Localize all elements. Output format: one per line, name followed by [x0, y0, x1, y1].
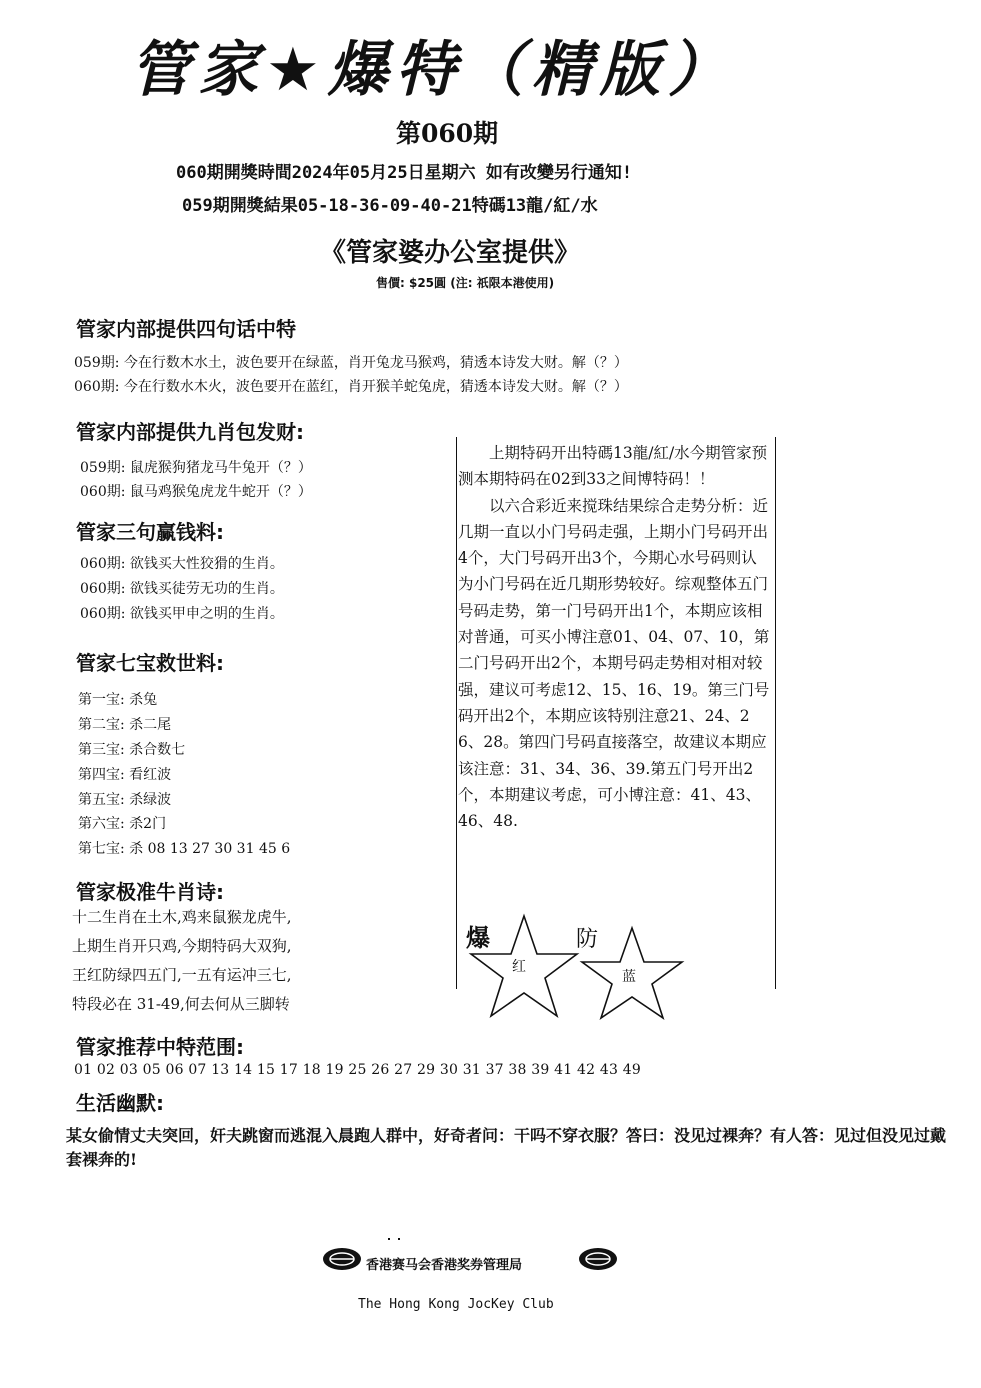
burst-label: 爆 — [466, 923, 490, 952]
price-note: 售價: $25圓 (注: 祇限本港使用) — [376, 276, 555, 290]
footer-organization: 香港赛马会香港奖券管理局 — [366, 1258, 523, 1273]
nine-zodiac-item: 060期: 鼠马鸡猴兔虎龙牛蛇开（？） — [80, 484, 312, 500]
treasure-item: 第三宝: 杀合数七 — [78, 742, 186, 758]
analysis-paragraph: 以六合彩近来搅珠结果综合走势分析：近几期一直以小门号码走强，上期小门号码开出4个，大门号码开出3个，今期心水号码则认为小门号码在近几期形势较好。综观整体五门号码走势，第一门号码开出1个，本期应该相对普通，可买小博注意01、04、07、10，第二门号码开出2个，本期号码走势相对相对较强，建议可考虑12、15、16、19。第三门号码开出2个，本期应该特别注意21、24、26、28。第四门号码直接落空，故建议本期应该注意：31、34、36、39.第五门号开出2个，本期建议考虑，可小博注意：41、43、46、48. — [458, 496, 770, 831]
club-logo-right-icon — [578, 1246, 618, 1272]
humor-heading: 生活幽默: — [76, 1091, 164, 1115]
three-lines-item: 060期: 欲钱买甲申之明的生肖。 — [80, 606, 284, 622]
range-heading: 管家推荐中特范围: — [76, 1035, 244, 1059]
treasure-item: 第六宝: 杀2门 — [78, 816, 167, 832]
page-title: 管家★爆特（精版） — [130, 35, 736, 105]
treasure-item: 第七宝: 杀 08 13 27 30 31 45 6 — [78, 841, 291, 857]
guard-color: 蓝 — [622, 969, 636, 985]
treasure-item: 第四宝: 看红波 — [78, 767, 172, 783]
poem-line: 十二生肖在土木,鸡来鼠猴龙虎牛, — [72, 908, 292, 926]
range-numbers: 01 02 03 05 06 07 13 14 15 17 18 19 25 26 27 29 30 31 37 38 39 41 42 43 49 — [74, 1062, 641, 1078]
four-lines-heading: 管家内部提供四句话中特 — [76, 317, 296, 341]
humor-text: 某女偷情丈夫突回，奸夫跳窗而逃混入晨跑人群中，好奇者问：干吗不穿衣服？答曰：没见过裸奔？有人答：见过但没见过戴套裸奔的! — [66, 1126, 947, 1169]
guard-label: 防 — [576, 927, 599, 952]
three-lines-heading: 管家三句赢钱料: — [76, 520, 224, 544]
previous-result: 059期開獎結果05-18-36-09-40-21特碼13龍/紅/水 — [182, 196, 598, 216]
analysis-text — [458, 440, 770, 834]
treasure-item: 第二宝: 杀二尾 — [78, 717, 172, 733]
poem-line: 上期生肖开只鸡,今期特码大双狗, — [72, 937, 292, 955]
issue-number: 第060期 — [396, 119, 499, 148]
poem-heading: 管家极准牛肖诗: — [76, 880, 224, 904]
footer-english-name: The Hong Kong JocKey Club — [358, 1297, 554, 1312]
treasure-item: 第五宝: 杀绿波 — [78, 792, 172, 808]
poem-line: 特段必在 31-49,何去何从三脚转 — [72, 995, 290, 1013]
three-lines-item: 060期: 欲钱买徒劳无功的生肖。 — [80, 581, 284, 597]
treasure-item: 第一宝: 杀兔 — [78, 692, 158, 708]
office-credit: 《管家婆办公室提供》 — [320, 238, 581, 268]
club-logo-left-icon — [322, 1246, 362, 1272]
four-lines-item: 060期: 今在行数水木火，波色要开在蓝红，肖开猴羊蛇兔虎，猜透本诗发大财。解（？） — [74, 379, 628, 395]
analysis-paragraph: 上期特码开出特碼13龍/紅/水今期管家预测本期特码在02到33之间博特码！！ — [458, 444, 768, 489]
draw-time: 060期開獎時間2024年05月25日星期六 如有改變另行通知! — [176, 163, 633, 183]
nine-zodiac-heading: 管家内部提供九肖包发财: — [76, 420, 304, 444]
four-lines-item: 059期: 今在行数木水土，波色要开在绿蓝，肖开兔龙马猴鸡，猜透本诗发大财。解（？） — [74, 355, 628, 371]
seven-treasures-heading: 管家七宝救世料: — [76, 651, 224, 675]
three-lines-item: 060期: 欲钱买大性狡猾的生肖。 — [80, 556, 284, 572]
burst-color: 红 — [512, 959, 526, 975]
poem-line: 王红防绿四五门,一五有运冲三七, — [72, 966, 292, 984]
nine-zodiac-item: 059期: 鼠虎猴狗猪龙马牛兔开（？） — [80, 460, 312, 476]
